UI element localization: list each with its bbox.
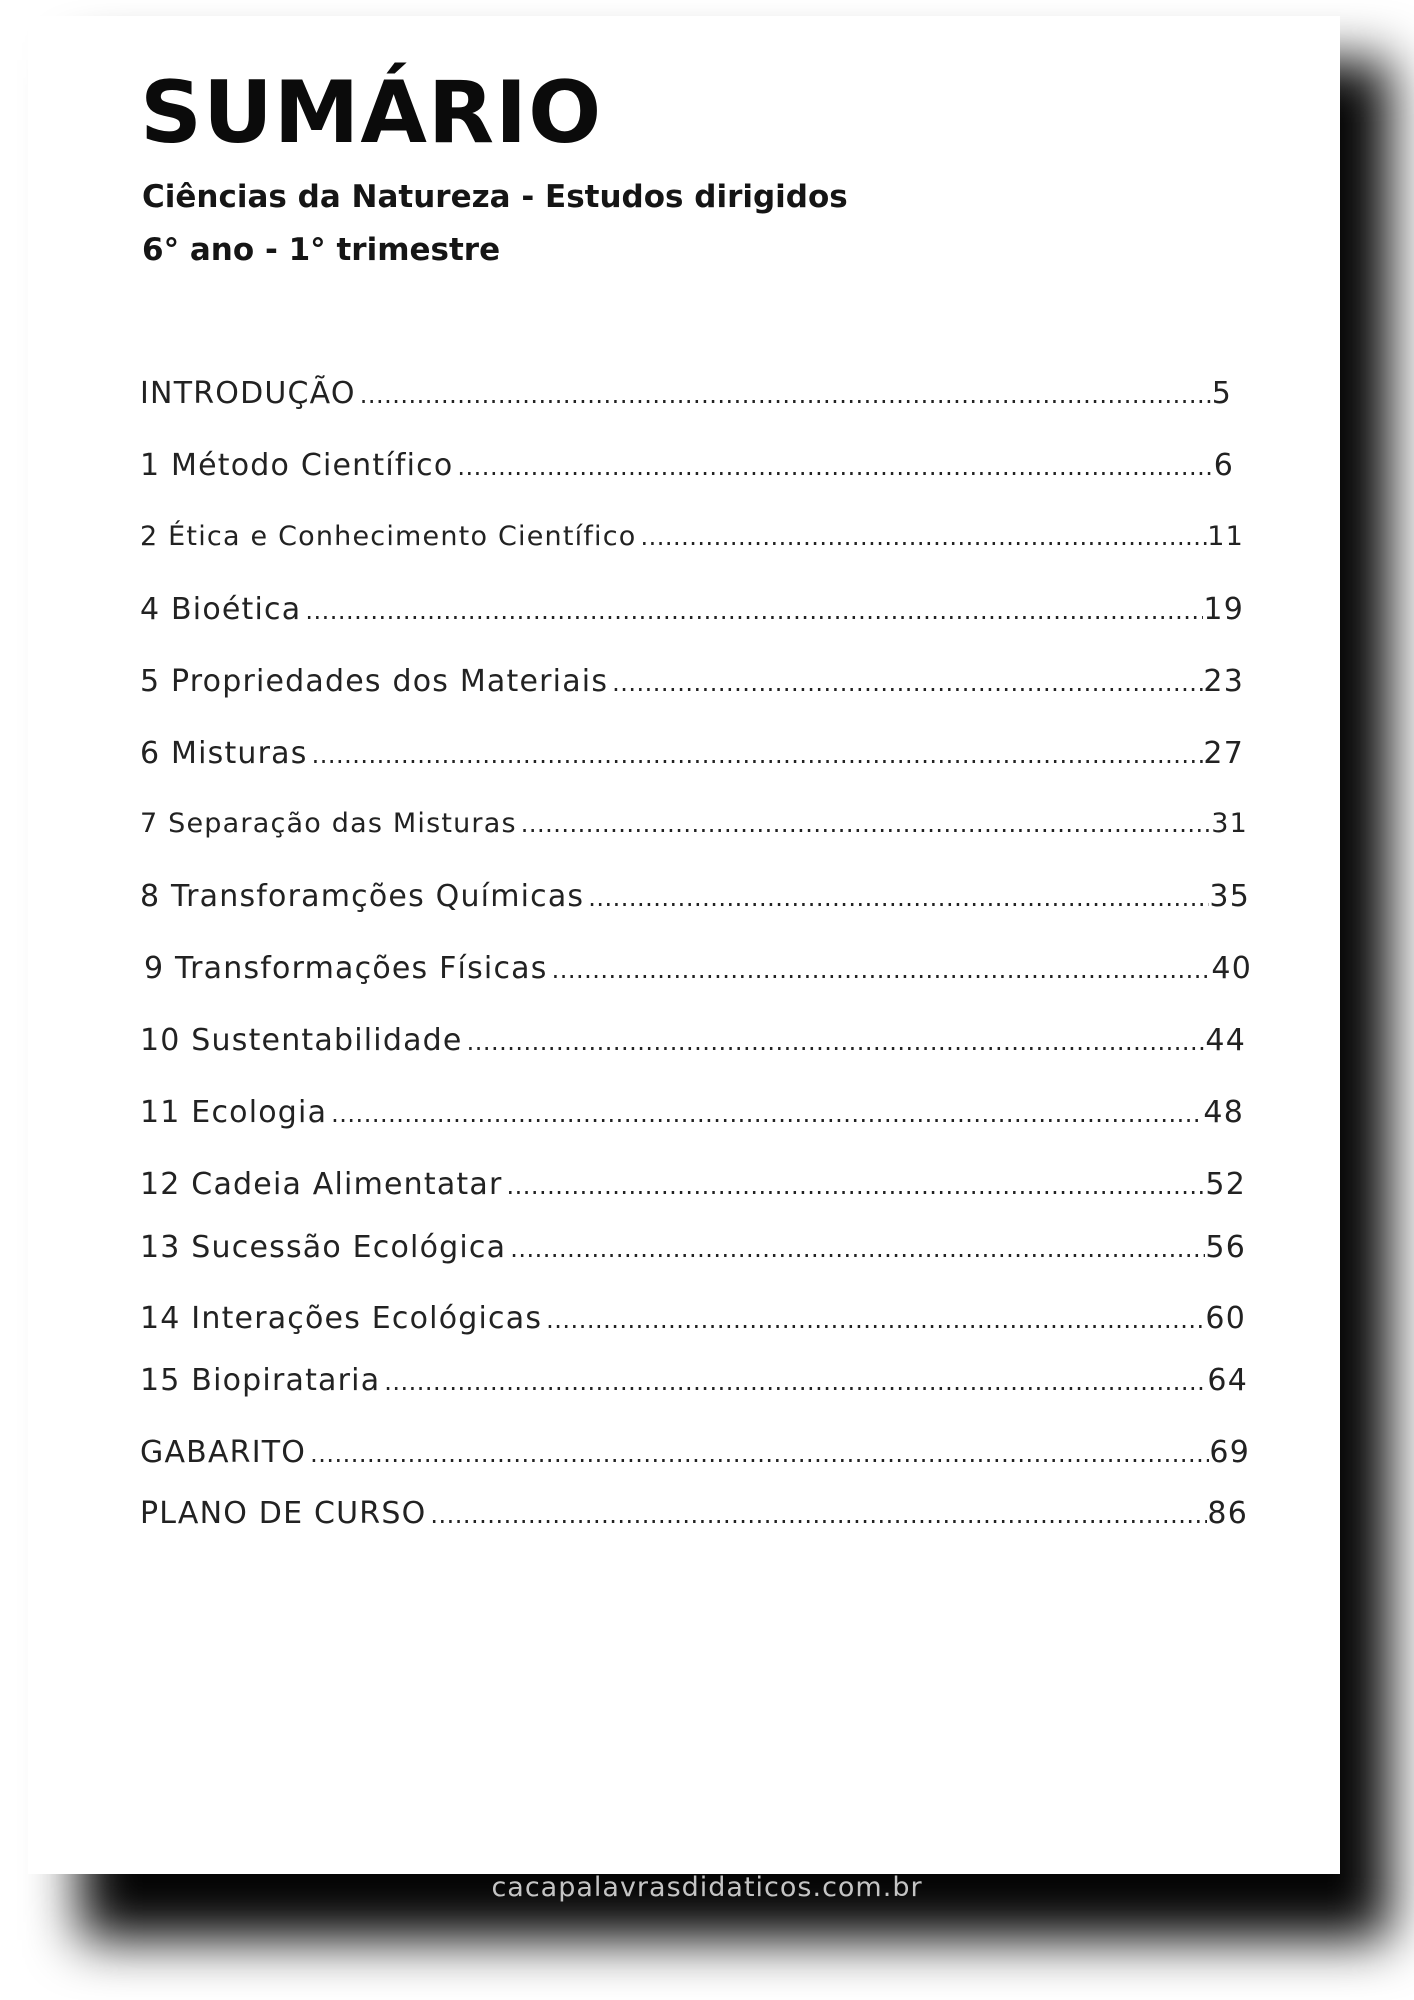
subject-subtitle: Ciências da Natureza - Estudos dirigidos [142,179,848,215]
toc-entry-page: 86 [1207,1496,1248,1531]
toc-entry-label: 12 Cadeia Alimentatar [140,1167,503,1202]
toc-entry [140,664,1244,699]
toc-entry-page: 56 [1205,1230,1246,1265]
toc-entry [140,1167,1246,1202]
toc-entry-label: 10 Sustentabilidade [140,1023,463,1058]
toc-entry [140,592,1244,627]
toc-entry-label: INTRODUÇÃO [140,376,356,411]
toc-leader-dots [552,958,1212,982]
toc-entry-label: 5 Propriedades dos Materiais [140,664,609,699]
document-page [28,16,1340,1874]
toc-entry [140,879,1250,914]
toc-leader-dots [360,383,1212,407]
toc-entry-label: 14 Interações Ecológicas [140,1301,543,1336]
toc-leader-dots [507,1174,1206,1198]
toc-entry [140,951,1252,986]
toc-entry [140,1095,1244,1130]
toc-leader-dots [546,1308,1205,1332]
toc-entry [140,736,1244,771]
toc-leader-dots [312,743,1204,767]
grade-subtitle: 6° ano - 1° trimestre [142,232,501,268]
toc-leader-dots [612,671,1203,695]
toc-entry-page: 52 [1205,1167,1246,1202]
toc-leader-dots [457,455,1213,479]
toc-entry [140,1496,1248,1531]
toc-entry [140,1301,1246,1336]
page-title: SUMÁRIO [140,63,603,163]
toc-entry [140,448,1234,483]
toc-entry-page: 27 [1203,736,1244,771]
toc-entry-label: 7 Separação das Misturas [140,808,517,839]
toc-entry-label: 2 Ética e Conhecimento Científico [140,521,637,552]
table-of-contents [140,16,1250,1874]
toc-entry-label: 6 Misturas [140,736,308,771]
toc-leader-dots [310,1442,1209,1466]
toc-entry-page: 5 [1211,376,1232,411]
website-watermark: cacapalavrasdidaticos.com.br [491,1872,923,1903]
toc-entry-page: 35 [1209,879,1250,914]
toc-entry-page: 40 [1211,951,1252,986]
toc-entry-label: 15 Biopirataria [140,1363,381,1398]
toc-entry-page: 19 [1203,592,1244,627]
toc-entry [140,1363,1248,1398]
toc-entry-page: 64 [1207,1363,1248,1398]
toc-entry-label: PLANO DE CURSO [140,1496,427,1531]
toc-leader-dots [331,1102,1203,1126]
toc-entry-label: 11 Ecologia [140,1095,328,1130]
toc-entry [140,1230,1246,1265]
toc-entry-label: 4 Bioética [140,592,302,627]
toc-entry [140,376,1232,411]
toc-entry-page: 6 [1213,448,1234,483]
toc-entry [140,1435,1250,1470]
toc-entry-label: 9 Transformações Físicas [144,951,548,986]
toc-leader-dots [305,599,1203,623]
toc-leader-dots [510,1237,1205,1261]
toc-entry-page: 23 [1203,664,1244,699]
toc-entry-page: 69 [1209,1435,1250,1470]
toc-entry-label: 13 Sucessão Ecológica [140,1230,507,1265]
toc-entry-label: 1 Método Científico [140,448,454,483]
toc-leader-dots [640,525,1207,549]
toc-leader-dots [467,1030,1206,1054]
toc-entry-page: 44 [1205,1023,1246,1058]
toc-entry [140,1023,1246,1058]
toc-leader-dots [588,886,1209,910]
toc-entry [140,810,1248,837]
toc-entry-label: GABARITO [140,1435,307,1470]
toc-entry-page: 60 [1205,1301,1246,1336]
toc-entry-label: 8 Transforamções Químicas [140,879,585,914]
toc-leader-dots [384,1370,1207,1394]
toc-leader-dots [521,812,1211,836]
toc-entry-page: 48 [1203,1095,1244,1130]
toc-leader-dots [430,1503,1207,1527]
toc-entry-page: 11 [1207,521,1244,552]
toc-entry [140,523,1244,550]
toc-entry-page: 31 [1211,808,1248,839]
